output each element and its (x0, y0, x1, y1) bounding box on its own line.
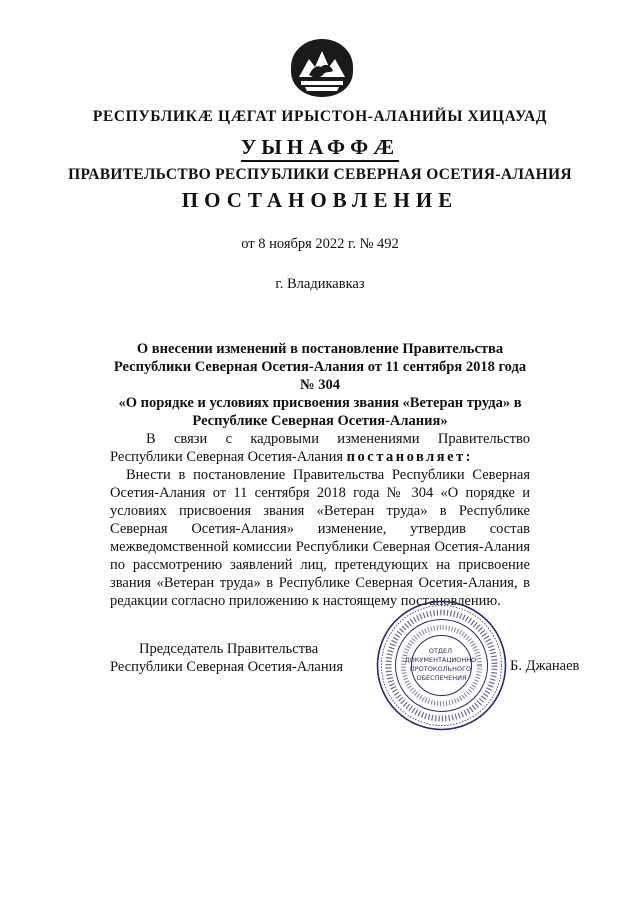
decree-city: г. Владикавказ (275, 276, 365, 292)
signatory-title-line-1: Председатель Правительства (139, 641, 319, 657)
signatory-name: Б. Джанаев (510, 658, 580, 674)
decree-verb: постановляет: (346, 449, 474, 465)
subject-line-4: Республике Северная Осетия-Алания» (192, 413, 448, 429)
decree-title: ПОСТАНОВЛЕНИЕ (181, 188, 459, 212)
seal-line-1: ОТДЕЛ (428, 647, 453, 655)
preamble-text: В связи с кадровыми изменениями Правительство Республики Северная Осетия-Алания (110, 431, 530, 465)
ossetian-decree-title: УЫНАФФӔ (0, 135, 640, 160)
subject-line-1: О внесении изменений в постановление Правительства (136, 341, 504, 357)
signatory-title-line-2: Республики Северная Осетия-Алания (110, 659, 344, 675)
republic-emblem-icon (287, 37, 357, 99)
seal-line-3: ПРОТОКОЛЬНОГО (409, 665, 472, 673)
ossetian-government-title: РЕСПУБЛИКӔ ЦӔГАТ ИРЫСТОН-АЛАНИЙЫ ХИЦАУАД (92, 108, 548, 125)
decision-paragraph: Внести в постановление Правительства Республики Северная Осетия-Алания от 11 сентября 2018 года № 304 «О порядке и условиях присвоения звания «Ветеран труда» в Республике Северная Осетия-Алания» изменение, утвердив состав межведомственной комиссии Республики Северная Осетия-Алания по рассмотрению заявлений лиц, претендующих на присвоение звания «Ветеран труда» в Республике Северная Осетия-Алания, в редакции согласно приложению к настоящему постановлению. (110, 467, 530, 609)
preamble-paragraph (110, 430, 530, 466)
subject-line-3: «О порядке и условиях присвоения звания «Ветеран труда» в (118, 395, 522, 411)
svg-text:ОТДЕЛ ДОКУМЕНТАЦИОННО (405, 647, 479, 682)
subject-line-2: Республики Северная Осетия-Алания от 11 сентября 2018 года № 304 (113, 359, 527, 393)
decree-date-number: от 8 ноября 2022 г. № 492 (241, 236, 399, 252)
signatory-title (110, 640, 370, 676)
decree-subject (110, 340, 530, 430)
official-seal-icon (374, 598, 509, 733)
russian-government-title: ПРАВИТЕЛЬСТВО РЕСПУБЛИКИ СЕВЕРНАЯ ОСЕТИЯ-АЛАНИЯ (68, 166, 572, 183)
seal-line-2: ДОКУМЕНТАЦИОННО (404, 656, 477, 664)
seal-line-4: ОБЕСПЕЧЕНИЯ (416, 674, 467, 682)
